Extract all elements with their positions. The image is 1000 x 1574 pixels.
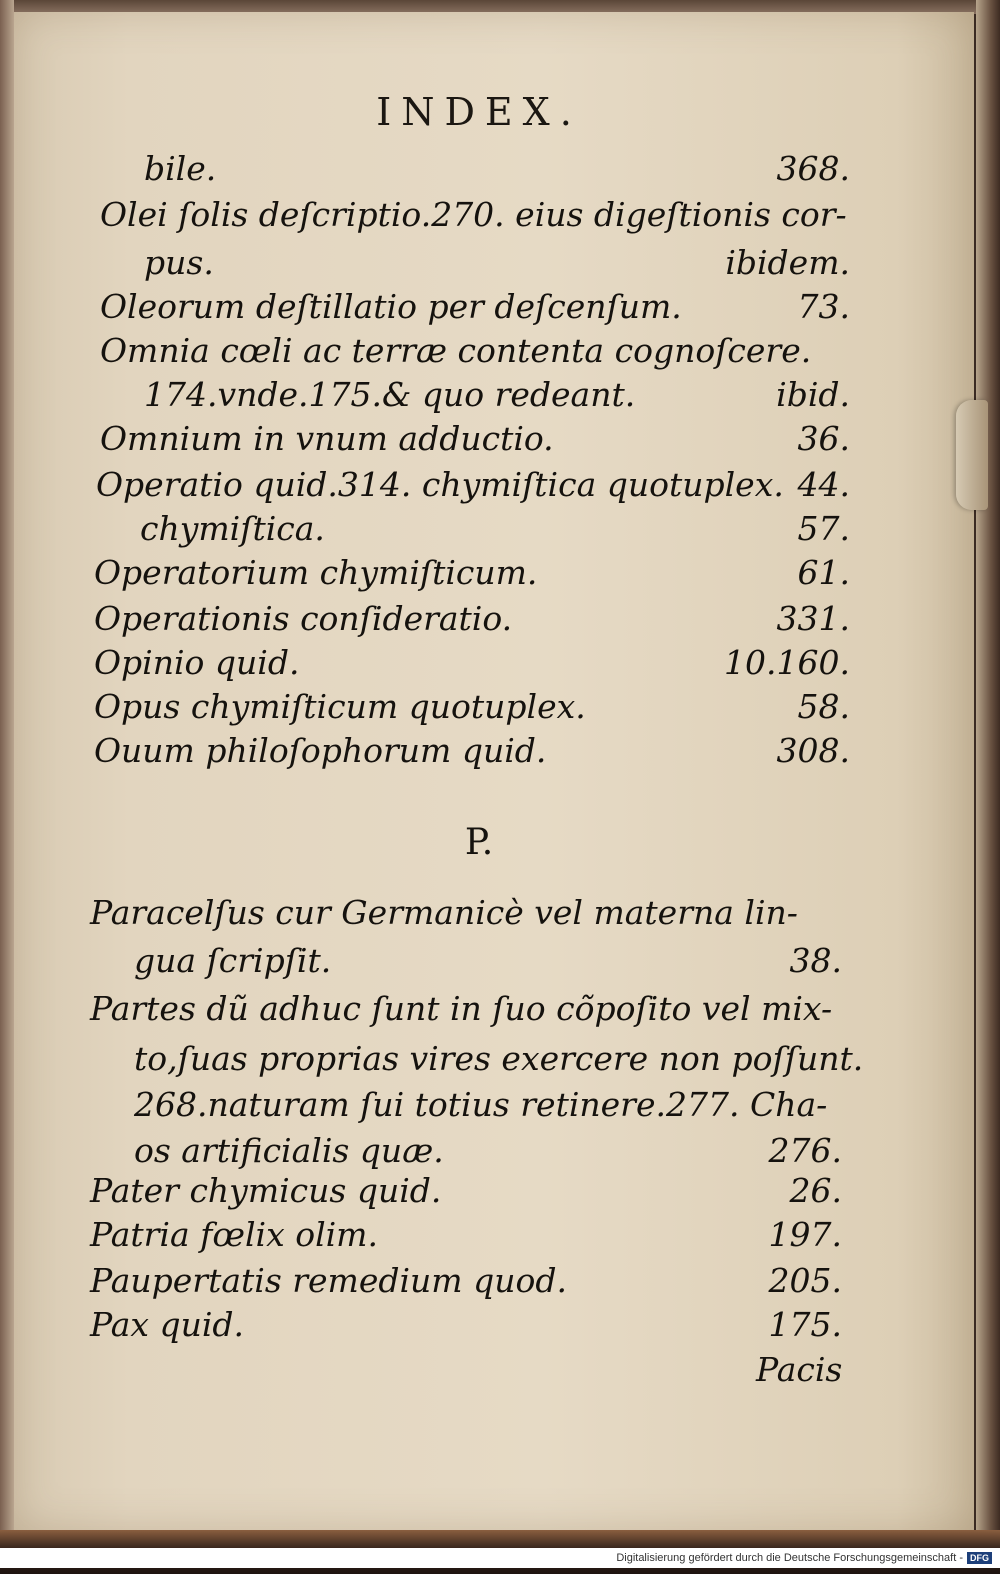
entry-page: 38. [789,941,842,980]
index-entry [134,941,842,980]
entry-text: Opus chymiſticum quotuplex. [94,687,586,726]
book-edge-right [976,0,1000,1560]
book-page [14,12,974,1530]
index-entry [134,1085,842,1124]
index-entry [94,687,850,726]
entry-text: os artificialis quæ. [134,1131,444,1170]
entry-text: Pater chymicus quid. [90,1171,442,1210]
entry-page: ibid. [776,375,850,414]
entry-page: 58. [797,687,850,726]
entry-text: Olei ſolis deſcriptio.270. eius digeſtionis cor- [100,195,847,234]
entry-text: Pax quid. [90,1305,245,1344]
entry-text: Operatio quid.314. chymiſtica quotuplex. [96,465,784,504]
index-entry [134,1131,842,1170]
entry-page: 368. [776,149,850,188]
entry-text: bile. [144,149,217,188]
entry-text: Opinio quid. [94,643,300,682]
book-edge-left [0,0,14,1560]
entry-text: Oleorum deſtillatio per deſcenſum. [100,287,682,326]
index-entry [90,893,842,932]
entry-text: 268.naturam ſui totius retinere.277. Cha- [134,1085,828,1124]
footer-text: Digitalisierung gefördert durch die Deutsche Forschungsgemeinschaft - [616,1552,963,1564]
index-entry [134,1039,864,1078]
index-entry [94,643,850,682]
entry-page: 36. [797,419,850,458]
entry-text: Omnia cœli ac terræ contenta cognoſcere. [100,331,812,370]
entry-text: Omnium in vnum adductio. [100,419,554,458]
index-entry [90,989,842,1028]
index-entry [94,553,850,592]
entry-page: 205. [768,1261,842,1300]
entry-page: 197. [768,1215,842,1254]
index-entry [96,465,850,504]
entry-text: 174.vnde.175.& quo redeant. [144,375,636,414]
entry-page: 57. [797,509,850,548]
entry-text: chymiſtica. [140,509,325,548]
entry-text: Paracelſus cur Germanicè vel materna lin- [90,893,798,932]
entry-text: Operationis conſideratio. [94,599,513,638]
entry-page: 276. [768,1131,842,1170]
index-entry [94,731,850,770]
index-entry [140,509,850,548]
index-entry [90,1261,842,1300]
digitization-footer [0,1548,1000,1568]
entry-text: Patria fœlix olim. [90,1215,378,1254]
entry-text: Ouum philoſophorum quid. [94,731,547,770]
index-entry [90,1305,842,1344]
index-entry [144,243,850,282]
catchword: Pacis [756,1350,843,1389]
section-letter: P. [464,822,494,863]
entry-page: 61. [797,553,850,592]
dfg-logo-icon: DFG [967,1552,992,1564]
book-clasp [956,400,988,510]
page-header: INDEX. [376,90,582,134]
index-entry [144,375,850,414]
entry-page: 308. [776,731,850,770]
entry-page: 26. [789,1171,842,1210]
entry-text: Partes dũ adhuc ſunt in ſuo cõpoſito vel mix- [90,989,833,1028]
entry-text: pus. [144,243,214,282]
entry-text: Paupertatis remedium quod. [90,1261,567,1300]
entry-text: to,ſuas proprias vires exercere non poſſunt. [134,1039,864,1078]
index-entry [90,1215,842,1254]
index-entry [90,1171,842,1210]
entry-page: 10.160. [724,643,850,682]
entry-text: gua ſcripſit. [134,941,332,980]
index-entry [100,331,850,370]
entry-page: 331. [776,599,850,638]
index-entry [144,149,850,188]
entry-page: 73. [797,287,850,326]
entry-page: 44. [797,465,850,504]
index-entry [94,599,850,638]
index-entry [100,419,850,458]
index-entry [100,287,850,326]
entry-page: ibidem. [725,243,850,282]
entry-page: 175. [768,1305,842,1344]
index-entry [100,195,850,234]
entry-text: Operatorium chymiſticum. [94,553,538,592]
